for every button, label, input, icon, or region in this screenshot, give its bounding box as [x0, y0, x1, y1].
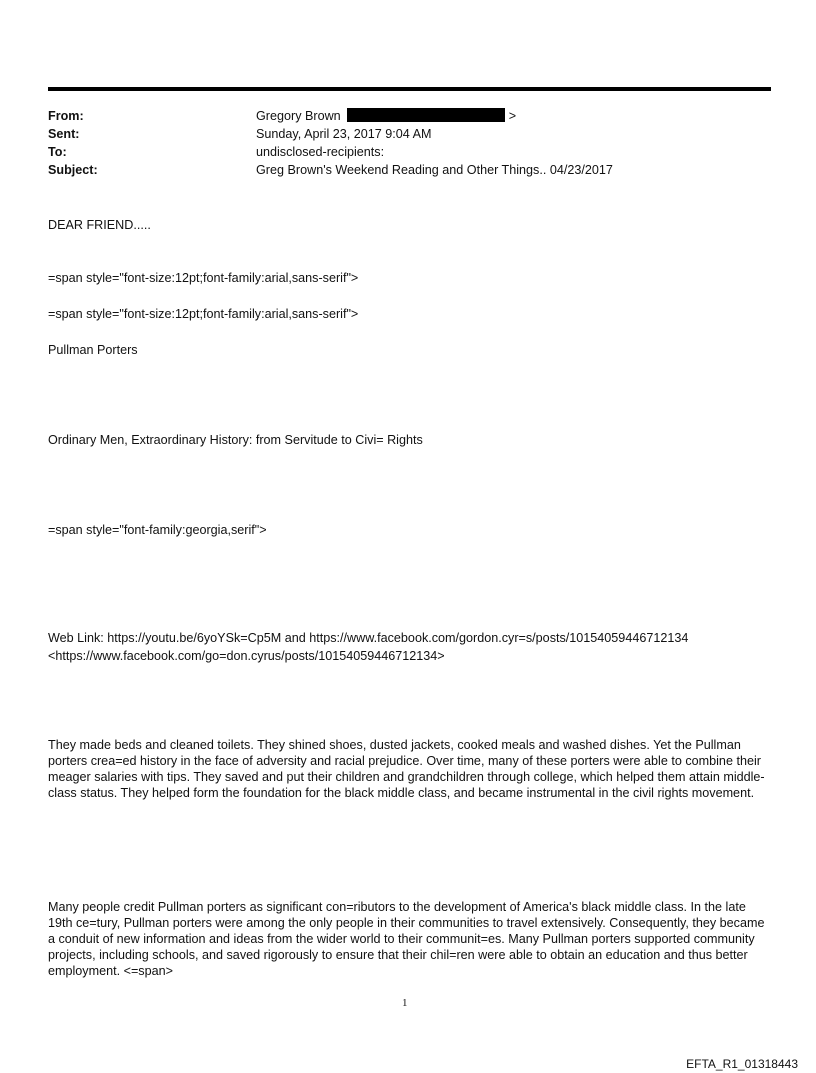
greeting: DEAR FRIEND..... — [48, 218, 151, 232]
document-id: EFTA_R1_01318443 — [686, 1057, 798, 1071]
from-label: From: — [48, 109, 84, 123]
article-title: Pullman Porters — [48, 343, 138, 357]
span-code-3: =span style="font-family:georgia,serif"> — [48, 523, 267, 537]
article-subtitle: Ordinary Men, Extraordinary History: from Servitude to Civi= Rights — [48, 433, 423, 447]
redaction-box — [347, 108, 505, 122]
sent-label: Sent: — [48, 127, 80, 141]
subject-value: Greg Brown's Weekend Reading and Other Things.. 04/23/2017 — [256, 163, 613, 177]
paragraph-2: Many people credit Pullman porters as significant con=ributors to the development of America's black middle class. In the late 19th ce=tury, Pullman porters were among the only people in their communities to travel extensively. Consequently, they became a conduit of new information and ideas from the wider world to their communit=es. Many Pullman porters supported community projects, including schools, and saved rigorously to ensure that their chil=ren were able to obtain an education and thus better employment. <=span> — [48, 900, 765, 978]
sent-row — [48, 126, 768, 144]
subject-label: Subject: — [48, 163, 98, 177]
span-code-2: =span style="font-size:12pt;font-family:arial,sans-serif"> — [48, 307, 359, 321]
web-link-line-1[interactable]: Web Link: https://youtu.be/6yoYSk=Cp5M and https://www.facebook.com/gordon.cyr=s/posts/10154059446712134 — [48, 631, 689, 645]
to-value: undisclosed-recipients: — [256, 145, 385, 159]
sent-value: Sunday, April 23, 2017 9:04 AM — [256, 127, 432, 141]
web-link-line-2[interactable]: <https://www.facebook.com/go=don.cyrus/posts/10154059446712134> — [48, 649, 445, 663]
to-label: To: — [48, 145, 67, 159]
to-row — [48, 144, 768, 162]
span-code-1: =span style="font-size:12pt;font-family:arial,sans-serif"> — [48, 271, 359, 285]
header-rule — [48, 87, 771, 91]
from-row — [48, 108, 768, 126]
sender-name: Gregory Brown — [256, 109, 341, 123]
page-number: 1 — [402, 997, 408, 1009]
paragraph-1: They made beds and cleaned toilets. They shined shoes, dusted jackets, cooked meals and washed dishes. Yet the Pullman porters crea=ed history in the face of adversity and racial prejudice. Over time, many of these porters were able to combine their meager salaries with tips. They saved and put their children and grandchildren through college, which helped them attain middle-class status. They helped form the foundation for the black middle class, and became instrumental in the civil rights movement. — [48, 738, 765, 800]
from-value — [256, 108, 516, 124]
subject-row — [48, 162, 768, 180]
from-tail: > — [508, 109, 517, 123]
